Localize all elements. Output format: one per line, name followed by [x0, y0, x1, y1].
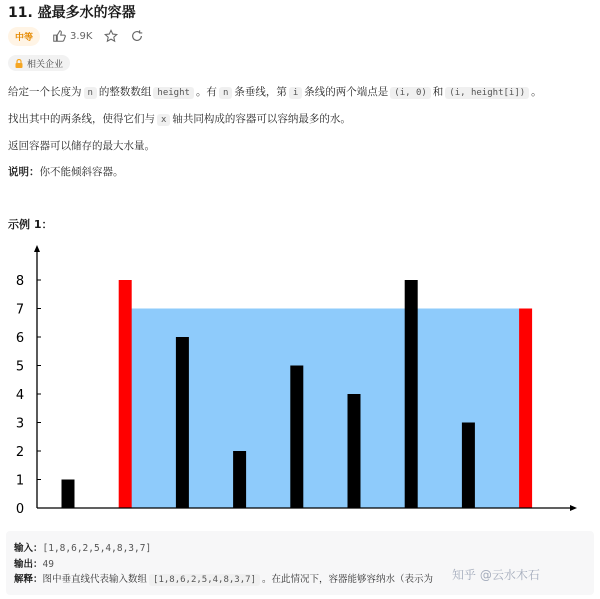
desc-text: 轴共同构成的容器可以容纳最多的水。 [172, 113, 351, 125]
desc-code: n [219, 87, 232, 99]
like-count: 3.9K [70, 30, 93, 42]
desc-code: x [157, 114, 170, 126]
desc-code: height [153, 87, 194, 99]
explain-text: 图中垂直线代表输入数组 [42, 574, 148, 585]
y-tick-label-3: 3 [15, 416, 25, 432]
desc-code: (i, 0) [390, 87, 431, 99]
desc-text: 。 [531, 86, 542, 98]
bar-0 [62, 480, 75, 509]
y-tick-label-2: 2 [15, 445, 25, 460]
description-paragraph-1 [8, 84, 542, 99]
desc-text: 条线的两个端点是 [304, 86, 389, 98]
example-explain-line [14, 571, 433, 585]
output-label: 输出： [14, 559, 43, 570]
y-tick-label-0: 0 [15, 502, 25, 517]
star-icon[interactable] [104, 29, 118, 43]
description-paragraph-2 [8, 111, 351, 126]
description-paragraph-3: 返回容器可以储存的最大水量。 [8, 140, 155, 152]
lock-icon [15, 59, 23, 68]
highlight-bar-8 [519, 309, 532, 509]
y-tick-label-7: 7 [15, 302, 25, 318]
share-icon[interactable] [130, 29, 144, 43]
desc-code: (i, height[i]) [445, 87, 529, 99]
bar-3 [233, 451, 246, 508]
like-button[interactable] [52, 29, 92, 43]
desc-text: 的整数数组 [98, 86, 152, 98]
y-tick-label-6: 6 [15, 331, 25, 346]
container-chart [0, 240, 600, 530]
bar-4 [290, 366, 303, 509]
description-note [8, 164, 124, 179]
explain-code: [1,8,6,2,5,4,8,3,7] [149, 574, 260, 586]
difficulty-badge: 中等 [8, 27, 40, 46]
explain-text: 。在此情况下，容器能够容纳水（表示为 [261, 574, 433, 585]
thumbs-up-icon [52, 29, 66, 43]
y-axis-arrow [34, 245, 40, 252]
example-input-line [14, 540, 151, 554]
desc-text: 和 [432, 86, 444, 98]
input-label: 输入： [14, 543, 43, 554]
bar-7 [462, 423, 475, 509]
company-tag[interactable] [8, 55, 70, 71]
desc-text: 找出其中的两条线，使得它们与 [8, 113, 155, 125]
example-output-line [14, 556, 54, 570]
output-value: 49 [42, 559, 54, 570]
y-tick-label-1: 1 [15, 473, 25, 489]
desc-text: 给定一个长度为 [8, 86, 82, 98]
company-tag-label: 相关企业 [27, 59, 64, 70]
example-title: 示例 1： [8, 218, 53, 231]
problem-meta [8, 26, 144, 46]
desc-text: 条垂线，第 [234, 86, 287, 98]
explain-label: 解释： [14, 574, 43, 585]
desc-text: 。有 [195, 86, 217, 98]
y-tick-label-8: 8 [15, 274, 25, 289]
x-axis-arrow [570, 505, 577, 511]
bar-6 [405, 280, 418, 508]
problem-title: 11. 盛最多水的容器 [8, 5, 136, 21]
y-tick-label-5: 5 [15, 359, 25, 375]
note-label: 说明： [8, 166, 40, 178]
desc-code: i [289, 87, 302, 99]
highlight-bar-1 [119, 280, 132, 508]
input-value: [1,8,6,2,5,4,8,3,7] [42, 543, 152, 554]
desc-code: n [84, 87, 97, 99]
bar-2 [176, 337, 189, 508]
note-text: 你不能倾斜容器。 [39, 166, 124, 178]
watermark: 知乎 @云水木石 [452, 568, 540, 582]
bar-5 [348, 394, 361, 508]
y-tick-label-4: 4 [15, 388, 25, 403]
